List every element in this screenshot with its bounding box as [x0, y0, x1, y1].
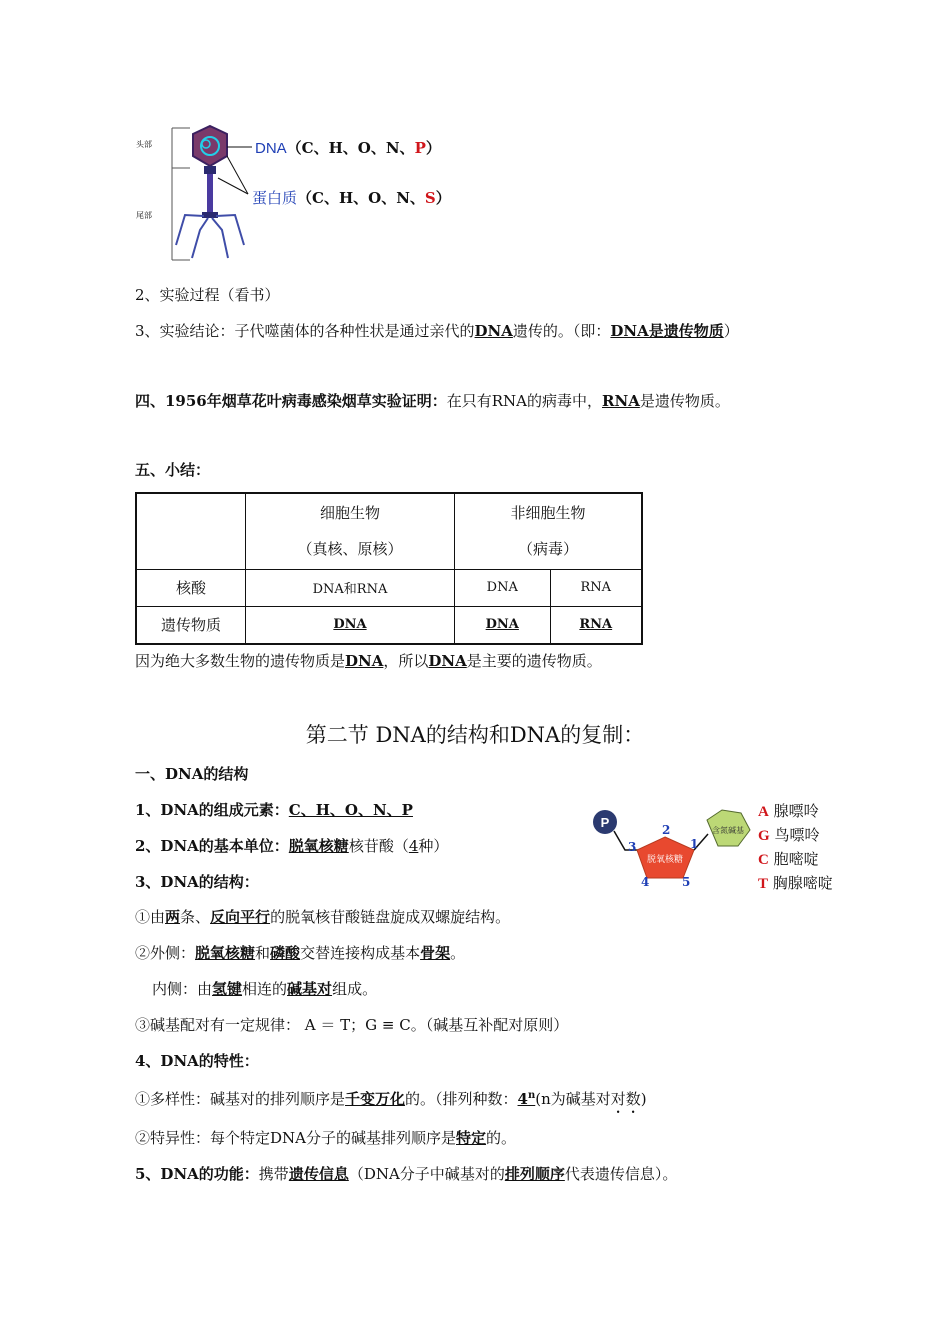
- row-label-genetic-material: 遗传物质: [136, 606, 246, 644]
- d1-text-3: (n为碱基对: [535, 1090, 611, 1108]
- summary-text: 因为绝大多数生物的遗传物质是: [135, 652, 346, 670]
- header-cell-organism: 细胞生物: [319, 504, 380, 523]
- p2-text-2: 种）: [418, 837, 449, 855]
- base-name-thymine: 胸腺嘧啶: [772, 874, 833, 892]
- summary-text-2: ，所以: [383, 652, 429, 670]
- c1-answer-antiparallel: 反向平行: [210, 908, 271, 926]
- dna-function: [135, 1163, 677, 1185]
- property-specificity: [135, 1127, 516, 1149]
- base-name-cytosine: 胞嘧啶: [773, 850, 819, 868]
- composition-elements: [135, 799, 413, 821]
- c1-answer-two: 两: [165, 908, 181, 926]
- c2i-answer-basepair: 碱基对: [287, 980, 333, 998]
- summary-text-3: 是主要的遗传物质。: [466, 652, 602, 670]
- base-name-adenine: 腺嘌呤: [773, 802, 819, 820]
- section-title: 第二节 DNA的结构和DNA的复制：: [305, 723, 645, 747]
- experiment-process: 2、实验过程（看书）: [135, 286, 280, 304]
- d1-answer-power: [518, 1090, 536, 1108]
- c2-text-3: 交替连接构成基本: [300, 944, 421, 962]
- experiment-conclusion: [135, 320, 739, 342]
- conclusion-close: ）: [723, 322, 739, 340]
- cell-genetic-material-dna-virus: DNA: [455, 606, 551, 644]
- c2-answer-backbone: 骨架: [420, 944, 451, 962]
- summary-answer-1: DNA: [345, 652, 384, 670]
- structure-point-2-inner: [152, 978, 377, 1000]
- carbon-1-label: 1: [690, 837, 699, 851]
- d2-text-2: 的。: [486, 1129, 517, 1147]
- protein-special-element: S: [424, 189, 436, 207]
- p5-text-2: （DNA分子中碱基对的: [348, 1165, 505, 1183]
- p5-label: 5、DNA的功能：: [135, 1165, 259, 1183]
- p1-answer: C、H、O、N、P: [288, 801, 413, 819]
- c1-text: ①由: [135, 908, 166, 926]
- structure-subheading: 3、DNA的结构：: [135, 873, 259, 891]
- nucleotide-diagram: [590, 800, 770, 895]
- protein-elements: （C、H、O、N、: [297, 189, 425, 207]
- p5-text: 携带: [258, 1165, 289, 1183]
- dna-special-element: P: [414, 139, 426, 157]
- table-header-noncell-organism: [455, 493, 643, 569]
- basic-unit: [135, 835, 448, 857]
- c1-text-3: 的脱氧核苷酸链盘旋成双螺旋结构。: [270, 908, 511, 926]
- conclusion-text: 3、实验结论：子代噬菌体的各种性状是通过亲代的: [135, 322, 475, 340]
- c2-answer-sugar: 脱氧核糖: [195, 944, 256, 962]
- d1-base: 4: [517, 1090, 528, 1108]
- table-row: [136, 606, 642, 644]
- carbon-2-label: 2: [662, 823, 671, 837]
- section-four-heading: 四、1956年烟草花叶病毒感染烟草实验证明：: [135, 392, 447, 410]
- summary-table: [135, 492, 643, 645]
- p5-answer-order: 排列顺序: [504, 1165, 565, 1183]
- dna-close: ）: [425, 139, 441, 157]
- base-list: [758, 800, 833, 896]
- structure-heading: 一、DNA的结构: [135, 765, 249, 783]
- header-noncell-organism: 非细胞生物: [510, 504, 586, 523]
- d1-text: ①多样性：碱基对的排列顺序是: [135, 1090, 346, 1108]
- summary-answer-2: DNA: [428, 652, 467, 670]
- d1-exponent: n: [527, 1090, 536, 1101]
- d1-emphasis: 对数: [610, 1090, 641, 1108]
- summary-conclusion: [135, 650, 602, 672]
- base-name-guanine: 鸟嘌呤: [774, 826, 820, 844]
- base-list-item: [758, 800, 833, 824]
- row-label-nucleic-acid: 核酸: [136, 569, 246, 606]
- conclusion-answer-dna: DNA: [474, 322, 513, 340]
- cell-nucleic-acid-cell: DNA和RNA: [246, 569, 455, 606]
- c2-text: ②外侧：: [135, 944, 196, 962]
- structure-point-2: [135, 942, 465, 964]
- section-four-text-2: 是遗传物质。: [639, 392, 730, 410]
- p5-answer-genetic-info: 遗传信息: [288, 1165, 349, 1183]
- header-noncell-organism-sub: （病毒）: [517, 540, 578, 559]
- protein-composition: [252, 187, 451, 208]
- cell-genetic-material-cell: DNA: [246, 606, 455, 644]
- c2i-text-2: 相连的: [242, 980, 288, 998]
- carbon-5-label: 5: [682, 875, 691, 889]
- sugar-label: 脱氧核糖: [646, 855, 684, 865]
- conclusion-answer-dna-is-genetic: DNA是遗传物质: [610, 322, 724, 340]
- section-four-text: 在只有RNA的病毒中，: [446, 392, 603, 410]
- structure-point-3: ③碱基配对有一定规律： A ＝ T；G ≡ C。（碱基互补配对原则）: [135, 1016, 569, 1034]
- base-letter-a: A: [758, 804, 769, 820]
- conclusion-text-2: 遗传的。（即：: [512, 322, 611, 340]
- base-list-item: [758, 824, 833, 848]
- p2-answer-count: 4: [408, 837, 419, 855]
- protein-close: ）: [435, 189, 451, 207]
- carbon-3-label: 3: [628, 840, 637, 854]
- property-diversity: [135, 1085, 647, 1117]
- base-letter-g: G: [758, 828, 770, 844]
- protein-label: 蛋白质: [252, 189, 298, 207]
- d2-text: ②特异性：每个特定DNA分子的碱基排列顺序是: [135, 1129, 456, 1147]
- c2-text-2: 和: [255, 944, 271, 962]
- header-cell-organism-sub: （真核、原核）: [297, 540, 403, 559]
- structure-point-1: [135, 906, 510, 928]
- p2-text: 核苷酸（: [348, 837, 409, 855]
- table-corner: [136, 493, 246, 569]
- c1-text-2: 条、: [180, 908, 211, 926]
- dna-label: DNA: [255, 140, 287, 157]
- c2i-answer-hbond: 氢键: [212, 980, 243, 998]
- carbon-4-label: 4: [641, 875, 650, 889]
- d1-answer: 千变万化: [345, 1090, 406, 1108]
- base-letter-c: C: [758, 852, 769, 868]
- p1-label: 1、DNA的组成元素：: [135, 801, 289, 819]
- d1-close: ): [640, 1090, 647, 1108]
- d1-text-2: 的。（排列种数：: [405, 1090, 518, 1108]
- head-label: 头部: [136, 140, 152, 149]
- tail-label: 尾部: [136, 211, 152, 220]
- c2-text-4: 。: [450, 944, 466, 962]
- c2i-text: 内侧：由: [152, 980, 213, 998]
- table-header-cell-organism: [246, 493, 455, 569]
- properties-heading: 4、DNA的特性：: [135, 1052, 259, 1070]
- cell-genetic-material-rna-virus: RNA: [550, 606, 642, 644]
- cell-nucleic-acid-dna-virus: DNA: [455, 569, 551, 606]
- base-list-item: [758, 848, 833, 872]
- p5-text-3: 代表遗传信息）。: [564, 1165, 678, 1183]
- dna-composition: [255, 137, 441, 158]
- base-letter-t: T: [758, 876, 769, 892]
- p2-label: 2、DNA的基本单位：: [135, 837, 289, 855]
- c2i-text-3: 组成。: [332, 980, 378, 998]
- dna-elements: （C、H、O、N、: [286, 139, 415, 157]
- cell-nucleic-acid-rna-virus: RNA: [550, 569, 642, 606]
- section-four: [135, 390, 730, 412]
- section-four-answer-rna: RNA: [602, 392, 640, 410]
- phosphate-label: P: [600, 815, 610, 830]
- c2-answer-phosphate: 磷酸: [270, 944, 301, 962]
- table-row: [136, 569, 642, 606]
- p2-answer: 脱氧核糖: [288, 837, 349, 855]
- d2-answer: 特定: [456, 1129, 487, 1147]
- base-label: 含氮碱基: [712, 826, 744, 835]
- base-list-item: [758, 872, 833, 896]
- section-five-heading: 五、小结：: [135, 461, 211, 479]
- table-header-row: [136, 493, 642, 569]
